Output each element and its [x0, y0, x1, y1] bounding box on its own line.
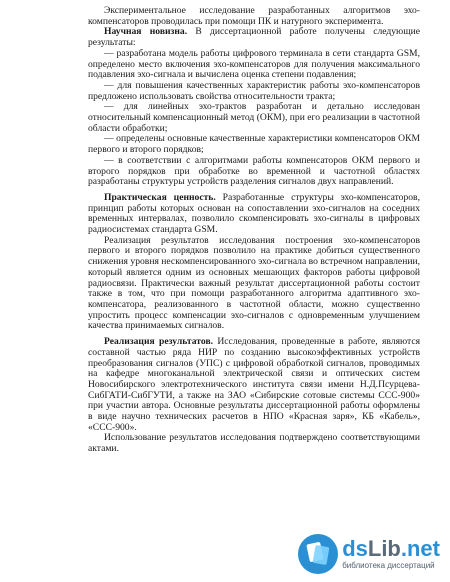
practical-text: Разработанные структуры эхо-компенсаторов, принцип работы которых основан на сопоставлении эхо-сигналов на соседних временных интервалах, позволило скомпенсировать эхо-сигналы в цифровых радиосистемах стандарта GSM.	[88, 191, 420, 236]
novelty-item: — для линейных эхо-трактов разработан и детально исследован относительный компенсационный метод (ОКМ), при его реализации в частотной области обработки;	[88, 101, 420, 134]
practical-paragraph-2: Реализация результатов исследования построения эхо-компенсаторов первого и второго порядков позволило на практике добиться существенного снижения уровня нескомпенсированного эхо-сигнала во встречном направлении, который является одним из основных мешающих факторов работы цифровой радиосвязи. Практически важный результат диссертационной работы состоит также в том, что при помощи разработанного алгоритма адаптивного эхо-компенсатора, реализованного в частотной области, можно существенно упростить процесс компенсации эхо-сигналов с одновременным улучшением качества принимаемых сигналов.	[88, 234, 420, 332]
novelty-item: — для повышения качественных характеристик работы эхо-компенсаторов предложено использовать свойства относительности тракта;	[88, 79, 420, 102]
dslib-watermark	[298, 534, 440, 574]
novelty-item: — разработана модель работы цифрового терминала в сети стандарта GSM, определено место включения эхо-компенсаторов для получения максимального подавления эхо-сигнала и вычислена оценка степени подавления;	[88, 47, 420, 81]
practical-heading: Практическая ценность.	[104, 191, 216, 203]
novelty-text: В диссертационной работе получены следующие результаты:	[88, 26, 421, 49]
implementation-paragraph-2: Использование результатов исследования подтверждено соответствующими актами.	[88, 432, 420, 455]
implementation-heading: Реализация результатов.	[104, 336, 214, 348]
dslib-subtitle: библиотека диссертаций	[342, 561, 435, 570]
intro-paragraph: Экспериментальное исследование разработанных алгоритмов эхо-компенсаторов проводилась при помощи ПК и натурного эксперимента.	[88, 5, 420, 27]
dslib-name: dsLib.net	[342, 536, 440, 561]
dslib-brand	[342, 538, 440, 570]
implementation-text: Исследования, проведенные в работе, являются составной частью ряда НИР по созданию высокоэффективных устройств преобразования сигналов (УПС) с цифровой обработкой сигналов, проводимых на кафедре многоканальной электрической связи и оптических систем Новосибирского электротехнического института связи имени Н.Д.Псурцева-СибГАТИ-СибГУТИ, а также на ЗАО «Сибирские сотовые системы ССС-900» при участии автора. Основные результаты диссертационной работы оформлены в виде научно технических расчетов в НПО «Красная заря», КБ «Кабель», «ССС-900».	[88, 336, 421, 433]
novelty-item: — в соответствии с алгоритмами работы компенсаторов ОКМ первого и второго порядков при обработке во временной и частотной областях разработаны структуры устройств разделения сигналов двух направлений.	[88, 154, 420, 188]
practical-paragraph	[88, 193, 420, 236]
novelty-paragraph	[88, 27, 420, 48]
implementation-paragraph	[88, 337, 420, 433]
novelty-item: — определены основные качественные характеристики компенсаторов ОКМ первого и второго порядков;	[88, 133, 420, 156]
dslib-logo-icon	[298, 534, 338, 574]
novelty-heading: Научная новизна.	[104, 26, 188, 38]
document-body	[88, 6, 420, 455]
